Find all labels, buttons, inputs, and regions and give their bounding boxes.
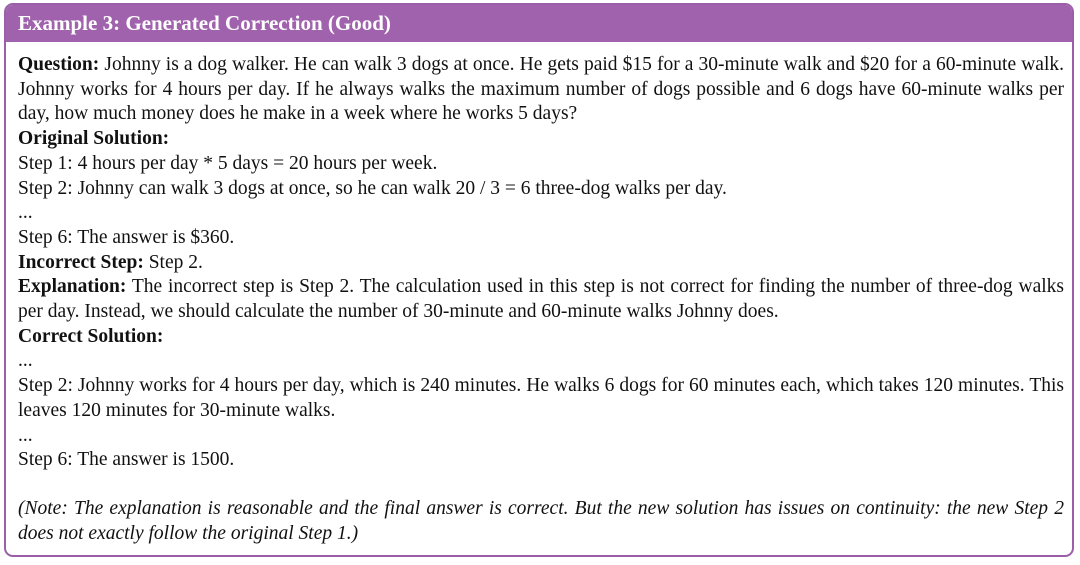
- example-box: [4, 3, 1074, 557]
- correct-ellipsis-1: ...: [18, 350, 33, 372]
- original-step-1: Step 1: 4 hours per day * 5 days = 20 hours per week.: [18, 152, 438, 174]
- question-paragraph: [18, 53, 1064, 127]
- example-title: Example 3: Generated Correction (Good): [6, 5, 1072, 42]
- correct-solution-label: Correct Solution:: [18, 325, 164, 347]
- incorrect-step-label: Incorrect Step:: [18, 251, 144, 273]
- original-step-2: Step 2: Johnny can walk 3 dogs at once, so he can walk 20 / 3 = 6 three-dog walks per day.: [18, 177, 727, 199]
- correct-ellipsis-2: ...: [18, 424, 33, 446]
- incorrect-step-paragraph: [18, 251, 1064, 276]
- original-step-6: Step 6: The answer is $360.: [18, 226, 235, 248]
- question-label: Question:: [18, 54, 100, 75]
- explanation-text: The incorrect step is Step 2. The calculation used in this step is not correct for finding the number of three-dog walks per day. Instead, we should calculate the number of 30-minute and 60-minute walks Johnny does.: [18, 276, 1064, 323]
- explanation-paragraph: [18, 275, 1064, 324]
- incorrect-step-text: Step 2.: [148, 251, 203, 273]
- question-text: Johnny is a dog walker. He can walk 3 dogs at once. He gets paid $15 for a 30-minute walk and $20 for a 60-minute walk. Johnny works for 4 hours per day. If he always walks the maximum number of dogs possible and 6 dogs have 60-minute walks per day, how much money does he make in a week where he works 5 days?: [18, 54, 1064, 125]
- correct-step-6: Step 6: The answer is 1500.: [18, 449, 235, 471]
- note-paragraph: (Note: The explanation is reasonable and the final answer is correct. But the new solution has issues on continuity: the new Step 2 does not exactly follow the original Step 1.): [18, 497, 1064, 544]
- original-solution-label: Original Solution:: [18, 128, 170, 150]
- example-content: [6, 42, 1072, 546]
- original-ellipsis: ...: [18, 202, 33, 224]
- explanation-label: Explanation:: [18, 276, 127, 298]
- correct-step-2: Step 2: Johnny works for 4 hours per day, which is 240 minutes. He walks 6 dogs for 60 minutes each, which takes 120 minutes. This leaves 120 minutes for 30-minute walks.: [18, 375, 1064, 421]
